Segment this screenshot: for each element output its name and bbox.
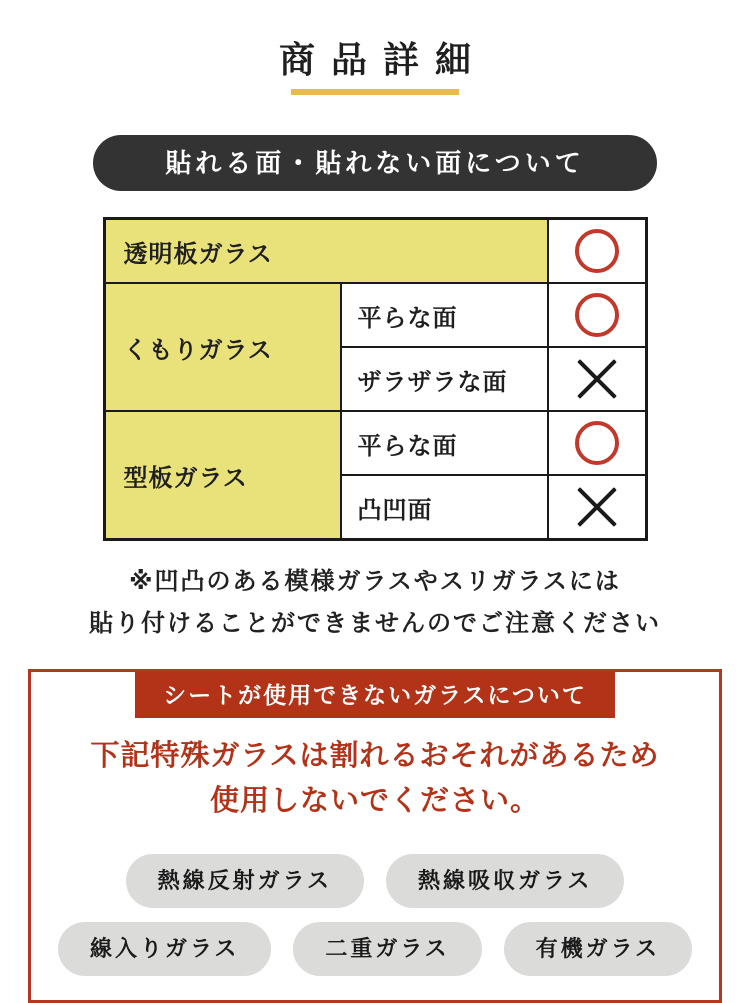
glass-tag-row [31,922,719,976]
glass-type-cell: くもりガラス [104,283,341,411]
result-cell [548,347,647,411]
glass-tag: 有機ガラス [504,922,692,976]
surface-type-cell: ザラザラな面 [341,347,548,411]
note-line: ※凹凸のある模様ガラスやスリガラスには [129,568,621,596]
surface-table [103,217,648,541]
glass-tag-row [31,854,719,908]
result-cell [548,219,647,284]
cross-ng-icon [576,486,618,528]
surface-type-cell: 平らな面 [341,283,548,347]
result-cell [548,475,647,540]
surface-type-cell: 凸凹面 [341,475,548,540]
table-row [104,219,646,284]
result-cell [548,283,647,347]
glass-type-cell: 透明板ガラス [104,219,548,284]
surface-type-cell: 平らな面 [341,411,548,475]
circle-ok-icon [575,421,619,465]
glass-tag: 熱線反射ガラス [126,854,364,908]
surface-note [0,561,750,645]
circle-ok-icon [575,229,619,273]
glass-type-cell: 型板ガラス [104,411,341,540]
table-row [104,411,646,475]
title-underline-accent [291,89,459,95]
warning-line: 下記特殊ガラスは割れるおそれがあるため [90,740,660,773]
page-title: 商品詳細 [278,39,487,80]
glass-tag: 二重ガラス [293,922,481,976]
result-cell [548,411,647,475]
note-line: 貼り付けることができませんのでご注意ください [89,610,661,638]
glass-tag: 熱線吸収ガラス [386,854,624,908]
circle-ok-icon [575,293,619,337]
warning-text [31,734,719,824]
warning-line: 使用しないでください。 [209,785,540,818]
glass-tag: 線入りガラス [58,922,271,976]
cross-ng-icon [576,358,618,400]
warning-section-header: シートが使用できないガラスについて [135,672,615,718]
warning-section [28,669,722,1003]
surface-section-header: 貼れる面・貼れない面について [93,135,657,191]
table-row [104,283,646,347]
